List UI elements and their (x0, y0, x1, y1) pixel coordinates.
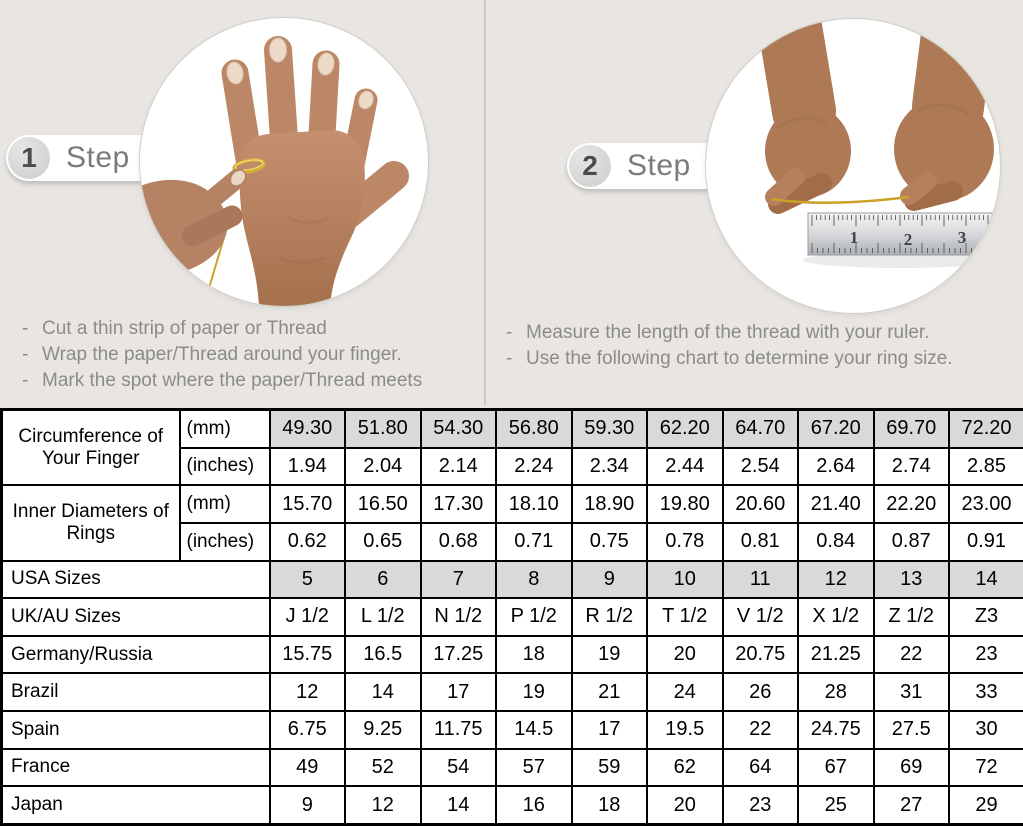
table-row (2, 561, 1023, 599)
size-value-cell: 0.91 (949, 523, 1023, 561)
instruction-line (506, 346, 1021, 372)
size-value-cell: 8 (496, 561, 572, 599)
step-1-number: 1 (8, 137, 50, 179)
size-value-cell: 2.54 (723, 448, 799, 486)
size-value-cell: 11.75 (421, 711, 497, 749)
size-value-cell: P 1/2 (496, 598, 572, 636)
size-value-cell: 6.75 (270, 711, 346, 749)
size-value-cell: 51.80 (345, 410, 421, 448)
size-value-cell: 17.30 (421, 485, 497, 523)
bullet-dash: - (22, 370, 29, 391)
size-value-cell: 30 (949, 711, 1023, 749)
size-value-cell: 23.00 (949, 485, 1023, 523)
ruler-number-1: 1 (849, 228, 859, 247)
size-value-cell: 14 (345, 673, 421, 711)
size-value-cell: 72.20 (949, 410, 1023, 448)
size-value-cell: 10 (647, 561, 723, 599)
table-row (2, 410, 1023, 448)
row-label: Brazil (2, 673, 270, 711)
size-value-cell: 33 (949, 673, 1023, 711)
table-row (2, 749, 1023, 787)
ruler-number-3: 3 (957, 228, 967, 247)
size-value-cell: 22 (723, 711, 799, 749)
size-value-cell: 18 (572, 786, 648, 824)
instruction-text: Cut a thin strip of paper or Thread (42, 318, 327, 339)
size-value-cell: 2.14 (421, 448, 497, 486)
bullet-dash: - (506, 348, 513, 369)
size-value-cell: 5 (270, 561, 346, 599)
size-value-cell: R 1/2 (572, 598, 648, 636)
size-value-cell: 16.50 (345, 485, 421, 523)
size-value-cell: 2.34 (572, 448, 648, 486)
size-value-cell: 19 (572, 636, 648, 674)
row-unit: (inches) (180, 523, 270, 561)
size-value-cell: 72 (949, 749, 1023, 787)
instruction-text: Measure the length of the thread with your ruler. (526, 322, 930, 343)
table-row (2, 598, 1023, 636)
size-value-cell: 19.80 (647, 485, 723, 523)
size-value-cell: 9 (270, 786, 346, 824)
size-value-cell: 9.25 (345, 711, 421, 749)
size-value-cell: 56.80 (496, 410, 572, 448)
size-value-cell: 0.68 (421, 523, 497, 561)
size-value-cell: 15.75 (270, 636, 346, 674)
size-value-cell: 22.20 (874, 485, 950, 523)
size-value-cell: T 1/2 (647, 598, 723, 636)
size-value-cell: 19.5 (647, 711, 723, 749)
step-1-photo (139, 17, 429, 307)
size-value-cell: 14 (421, 786, 497, 824)
size-value-cell: 59 (572, 749, 648, 787)
size-value-cell: 0.65 (345, 523, 421, 561)
size-value-cell: 31 (874, 673, 950, 711)
instruction-line (22, 316, 492, 342)
bullet-dash: - (22, 318, 29, 339)
size-value-cell: 23 (949, 636, 1023, 674)
size-value-cell: 0.71 (496, 523, 572, 561)
row-label: Inner Diameters of Rings (2, 485, 180, 560)
row-unit: (mm) (180, 410, 270, 448)
size-value-cell: 49 (270, 749, 346, 787)
table-row (2, 786, 1023, 824)
size-value-cell: L 1/2 (345, 598, 421, 636)
size-value-cell: 18.10 (496, 485, 572, 523)
size-value-cell: 29 (949, 786, 1023, 824)
size-value-cell: 0.81 (723, 523, 799, 561)
step-2-label: Step (627, 149, 691, 182)
size-value-cell: N 1/2 (421, 598, 497, 636)
size-value-cell: 18 (496, 636, 572, 674)
row-unit: (mm) (180, 485, 270, 523)
size-value-cell: 64 (723, 749, 799, 787)
bullet-dash: - (506, 322, 513, 343)
size-value-cell: 27.5 (874, 711, 950, 749)
size-value-cell: 22 (874, 636, 950, 674)
size-value-cell: 24 (647, 673, 723, 711)
size-value-cell: 12 (798, 561, 874, 599)
size-value-cell: 25 (798, 786, 874, 824)
table-row (2, 673, 1023, 711)
instruction-text: Use the following chart to determine your ring size. (526, 348, 953, 369)
size-value-cell: 20 (647, 636, 723, 674)
size-value-cell: 14.5 (496, 711, 572, 749)
step-2-number: 2 (569, 145, 611, 187)
size-value-cell: 0.84 (798, 523, 874, 561)
size-value-cell: V 1/2 (723, 598, 799, 636)
size-value-cell: 24.75 (798, 711, 874, 749)
size-value-cell: 0.75 (572, 523, 648, 561)
size-value-cell: 9 (572, 561, 648, 599)
size-value-cell: 1.94 (270, 448, 346, 486)
bullet-dash: - (22, 344, 29, 365)
size-value-cell: 17.25 (421, 636, 497, 674)
size-value-cell: 57 (496, 749, 572, 787)
size-value-cell: 2.44 (647, 448, 723, 486)
instruction-line (506, 320, 1021, 346)
size-value-cell: 52 (345, 749, 421, 787)
size-value-cell: 0.78 (647, 523, 723, 561)
size-value-cell: 23 (723, 786, 799, 824)
size-value-cell: 14 (949, 561, 1023, 599)
size-value-cell: 2.24 (496, 448, 572, 486)
size-value-cell: 21 (572, 673, 648, 711)
size-value-cell: Z3 (949, 598, 1023, 636)
size-value-cell: 2.85 (949, 448, 1023, 486)
hand-with-ring-illustration (140, 18, 428, 306)
size-value-cell: J 1/2 (270, 598, 346, 636)
size-value-cell: 18.90 (572, 485, 648, 523)
table-row (2, 711, 1023, 749)
size-value-cell: 67 (798, 749, 874, 787)
ruler (803, 213, 999, 268)
size-value-cell: 49.30 (270, 410, 346, 448)
step-1-label: Step (66, 141, 130, 174)
ruler-number-2: 2 (903, 230, 913, 249)
size-value-cell: 12 (345, 786, 421, 824)
step-2-photo (705, 18, 1001, 314)
row-label: UK/AU Sizes (2, 598, 270, 636)
size-value-cell: 20 (647, 786, 723, 824)
size-value-cell: 20.75 (723, 636, 799, 674)
step-2-instructions (506, 320, 1021, 372)
ruler-measurement-illustration (706, 19, 1000, 313)
table-row (2, 485, 1023, 523)
size-value-cell: 16.5 (345, 636, 421, 674)
size-value-cell: 54.30 (421, 410, 497, 448)
size-value-cell: 11 (723, 561, 799, 599)
instruction-text: Wrap the paper/Thread around your finger. (42, 344, 402, 365)
size-value-cell: 59.30 (572, 410, 648, 448)
instruction-line (22, 368, 492, 394)
size-value-cell: 21.25 (798, 636, 874, 674)
size-value-cell: 0.62 (270, 523, 346, 561)
row-label: France (2, 749, 270, 787)
size-value-cell: 69 (874, 749, 950, 787)
size-value-cell: 19 (496, 673, 572, 711)
size-value-cell: 69.70 (874, 410, 950, 448)
size-value-cell: 2.74 (874, 448, 950, 486)
size-value-cell: 7 (421, 561, 497, 599)
size-value-cell: 64.70 (723, 410, 799, 448)
size-value-cell: 28 (798, 673, 874, 711)
size-value-cell: X 1/2 (798, 598, 874, 636)
row-label: Circumference of Your Finger (2, 410, 180, 486)
row-unit: (inches) (180, 448, 270, 486)
table-row (2, 636, 1023, 674)
row-label: USA Sizes (2, 561, 270, 599)
size-value-cell: 20.60 (723, 485, 799, 523)
row-label: Japan (2, 786, 270, 824)
size-value-cell: 21.40 (798, 485, 874, 523)
ring-size-conversion-table (0, 408, 1023, 826)
size-value-cell: 67.20 (798, 410, 874, 448)
size-value-cell: 54 (421, 749, 497, 787)
size-value-cell: 12 (270, 673, 346, 711)
instruction-text: Mark the spot where the paper/Thread meets (42, 370, 423, 391)
size-value-cell: 17 (421, 673, 497, 711)
size-value-cell: 62 (647, 749, 723, 787)
size-value-cell: 6 (345, 561, 421, 599)
size-value-cell: 0.87 (874, 523, 950, 561)
instruction-line (22, 342, 492, 368)
size-value-cell: 62.20 (647, 410, 723, 448)
step-1-instructions (22, 316, 492, 394)
size-value-cell: Z 1/2 (874, 598, 950, 636)
row-label: Germany/Russia (2, 636, 270, 674)
size-value-cell: 16 (496, 786, 572, 824)
size-value-cell: 26 (723, 673, 799, 711)
size-value-cell: 2.64 (798, 448, 874, 486)
size-value-cell: 2.04 (345, 448, 421, 486)
size-value-cell: 15.70 (270, 485, 346, 523)
size-value-cell: 17 (572, 711, 648, 749)
size-value-cell: 13 (874, 561, 950, 599)
size-value-cell: 27 (874, 786, 950, 824)
instruction-section (0, 0, 1023, 408)
row-label: Spain (2, 711, 270, 749)
